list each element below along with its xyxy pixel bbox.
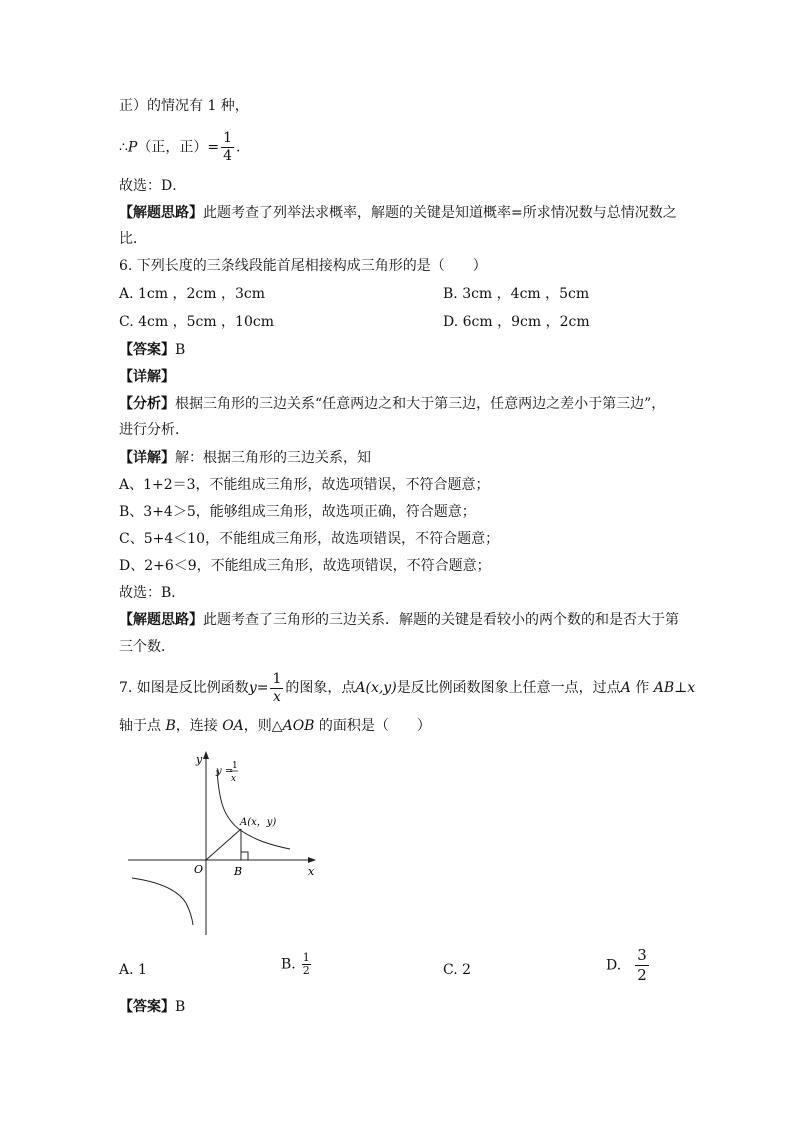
origin-label: O (194, 863, 204, 876)
analysis-6: 【分析】根据三角形的三边关系“任意两边之和大于第三边，任意两边之差小于第三边”， (119, 396, 666, 412)
line-1: 正）的情况有 1 种， (119, 98, 249, 114)
q6-option-b: B. 3cm ，4cm ，5cm (443, 286, 590, 302)
q6-option-c: C. 4cm ，5cm ，10cm (119, 314, 274, 330)
function-label-den: x (231, 774, 237, 784)
function-label-num: 1 (232, 761, 238, 771)
q6-option-a: A. 1cm ，2cm ，3cm (119, 286, 265, 302)
y-axis-arrow (203, 751, 209, 759)
y-axis-label: y (196, 753, 203, 766)
hyperbola-branch-positive (217, 770, 290, 849)
analysis-6-cont: 进行分析． (119, 422, 189, 438)
q7-option-d: D. $\frac{3}{2}$ (606, 946, 647, 984)
hyperbola-branch-negative (132, 878, 193, 925)
fraction-three-halves: $\frac{3}{2}$ (637, 946, 647, 984)
solution-tip-5: 【解题思路】此题考查了列举法求概率，解题的关键是知道概率=所求情况数与总情况数之 (119, 205, 677, 221)
segment-oa (206, 829, 241, 860)
detail-6: 【详解】解：根据三角形的三边关系，知 (119, 450, 371, 466)
q7-option-b: B. $\frac{1}{2}$ (281, 951, 310, 977)
probability-result: ∴P（正，正）= $\frac{1}{4}$ . (119, 130, 241, 164)
solution-tip-6-cont: 三个数． (119, 639, 175, 655)
point-a-label: A(x，y) (240, 817, 277, 828)
solution-a: A、1+2＝3，不能组成三角形，故选项错误，不符合题意； (119, 477, 490, 493)
choose-b: 故选：B． (119, 585, 186, 601)
q7-option-a: A. 1 (119, 962, 147, 978)
fraction-one-quarter: $\frac{1}{4}$ (223, 130, 232, 164)
fraction-one-half: $\frac{1}{2}$ (302, 951, 310, 977)
question-6-stem: 6. 下列长度的三条线段能首尾相接构成三角形的是（ ） (119, 258, 487, 274)
x-axis-label: x (308, 865, 315, 878)
point-b-label: B (234, 865, 243, 878)
detail-heading: 【详解】 (119, 369, 175, 385)
solution-d: D、2+6＜9，不能组成三角形，故选项错误，不符合题意； (119, 558, 491, 574)
solution-c: C、5+4＜10，不能组成三角形，故选项错误，不符合题意； (119, 531, 500, 547)
x-axis-arrow (308, 857, 316, 863)
question-7-stem-cont: 轴于点 B，连接 OA，则△AOB 的面积是（ ） (119, 718, 431, 734)
answer-6: 【答案】B (119, 342, 186, 358)
function-label-y: y = (216, 766, 234, 777)
answer-7: 【答案】B (119, 999, 186, 1015)
q7-option-c: C. 2 (443, 962, 472, 978)
fraction-one-over-x: $\frac{1}{x}$ (272, 670, 282, 705)
solution-tip-5-cont: 比． (119, 231, 147, 247)
q6-option-d: D. 6cm ，9cm ，2cm (443, 314, 590, 330)
solution-tip-6: 【解题思路】此题考查了三角形的三边关系．解题的关键是看较小的两个数的和是否大于第 (119, 612, 679, 628)
question-7-stem: 7. 如图是反比例函数y= $\frac{1}{x}$ 的图象，点A(x,y)是反比例函数图象上任意一点，过点A 作 AB⊥x (119, 670, 696, 705)
right-angle-mark (241, 852, 248, 860)
solution-b: B、3+4＞5，能够组成三角形，故选项正确，符合题意； (119, 504, 476, 520)
inverse-function-graph (120, 745, 330, 940)
choose-d: 故选：D． (119, 178, 187, 194)
